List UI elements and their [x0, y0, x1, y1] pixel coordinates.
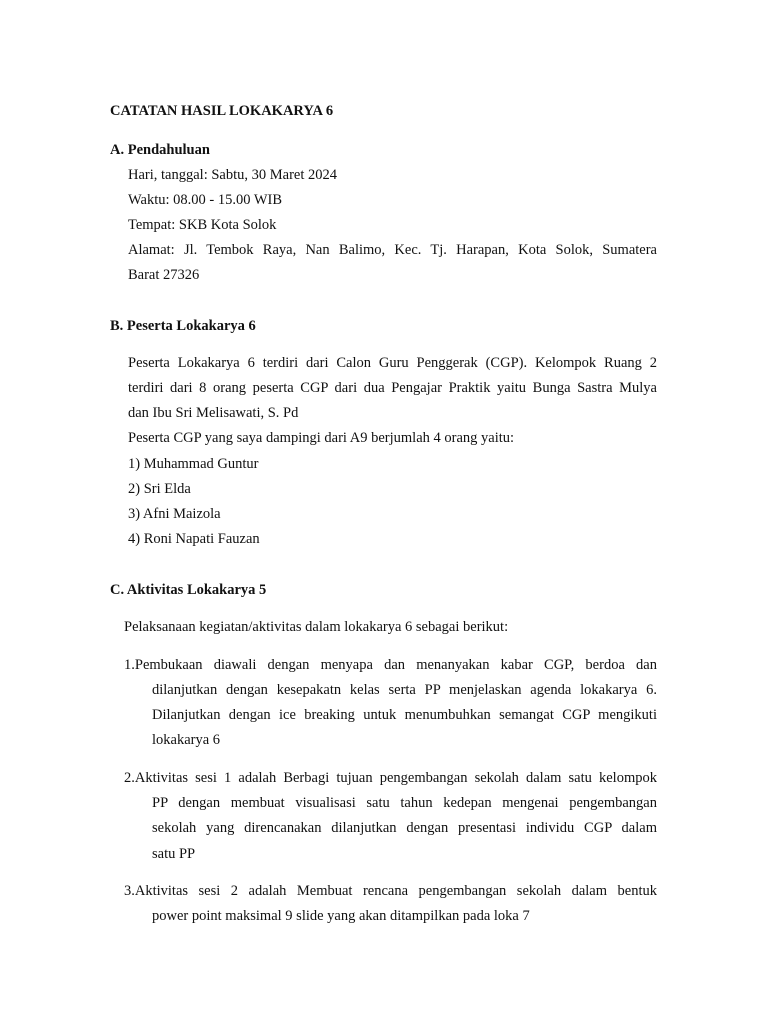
place-line: Tempat: SKB Kota Solok — [128, 217, 277, 233]
activity-item-1-line-4: lokakarya 6 — [152, 732, 221, 748]
participants-paragraph-line-2: terdiri dari 8 orang peserta CGP dari dua Pengajar Praktik yaitu Bunga Sastra Mulya — [128, 380, 657, 396]
participants-paragraph-line-1: Peserta Lokakarya 6 terdiri dari Calon Guru Penggerak (CGP). Kelompok Ruang 2 — [128, 355, 657, 371]
document-title: CATATAN HASIL LOKAKARYA 6 — [110, 103, 334, 119]
section-c-heading: C. Aktivitas Lokakarya 5 — [110, 582, 267, 598]
section-a-heading: A. Pendahuluan — [110, 142, 210, 158]
section-b-heading: B. Peserta Lokakarya 6 — [110, 318, 256, 334]
activity-item-2-line-3: sekolah yang direncanakan dilanjutkan dengan presentasi individu CGP dalam — [152, 820, 657, 836]
activity-item-1-line-3: Dilanjutkan dengan ice breaking untuk menumbuhkan semangat CGP mengikuti — [152, 707, 657, 723]
participant-list-item: 2) Sri Elda — [128, 481, 191, 497]
activity-item-2-line-2: PP dengan membuat visualisasi satu tahun kedepan mengenai pengembangan — [152, 795, 657, 811]
participants-paragraph-line-3: dan Ibu Sri Melisawati, S. Pd — [128, 405, 299, 421]
activity-item-1-line-1: 1.Pembukaan diawali dengan menyapa dan menanyakan kabar CGP, berdoa dan — [124, 657, 657, 673]
activity-item-2-line-1: 2.Aktivitas sesi 1 adalah Berbagi tujuan pengembangan sekolah dalam satu kelompok — [124, 770, 657, 786]
activities-intro: Pelaksanaan kegiatan/aktivitas dalam lokakarya 6 sebagai berikut: — [124, 619, 509, 635]
participant-list-item: 3) Afni Maizola — [128, 506, 221, 522]
participant-list-item: 1) Muhammad Guntur — [128, 456, 259, 472]
address-line-1: Alamat: Jl. Tembok Raya, Nan Balimo, Kec. Tj. Harapan, Kota Solok, Sumatera — [128, 242, 657, 258]
activity-item-2-line-4: satu PP — [152, 846, 196, 862]
participant-list-item: 4) Roni Napati Fauzan — [128, 531, 260, 547]
address-line-2: Barat 27326 — [128, 267, 200, 283]
day-date-line: Hari, tanggal: Sabtu, 30 Maret 2024 — [128, 167, 337, 183]
activity-item-3-line-1: 3.Aktivitas sesi 2 adalah Membuat rencana pengembangan sekolah dalam bentuk — [124, 883, 657, 899]
time-line: Waktu: 08.00 - 15.00 WIB — [128, 192, 283, 208]
participants-intro: Peserta CGP yang saya dampingi dari A9 berjumlah 4 orang yaitu: — [128, 430, 515, 446]
activity-item-3-line-2: power point maksimal 9 slide yang akan ditampilkan pada loka 7 — [152, 908, 530, 924]
activity-item-1-line-2: dilanjutkan dengan kesepakatn kelas serta PP menjelaskan agenda lokakarya 6. — [152, 682, 657, 698]
